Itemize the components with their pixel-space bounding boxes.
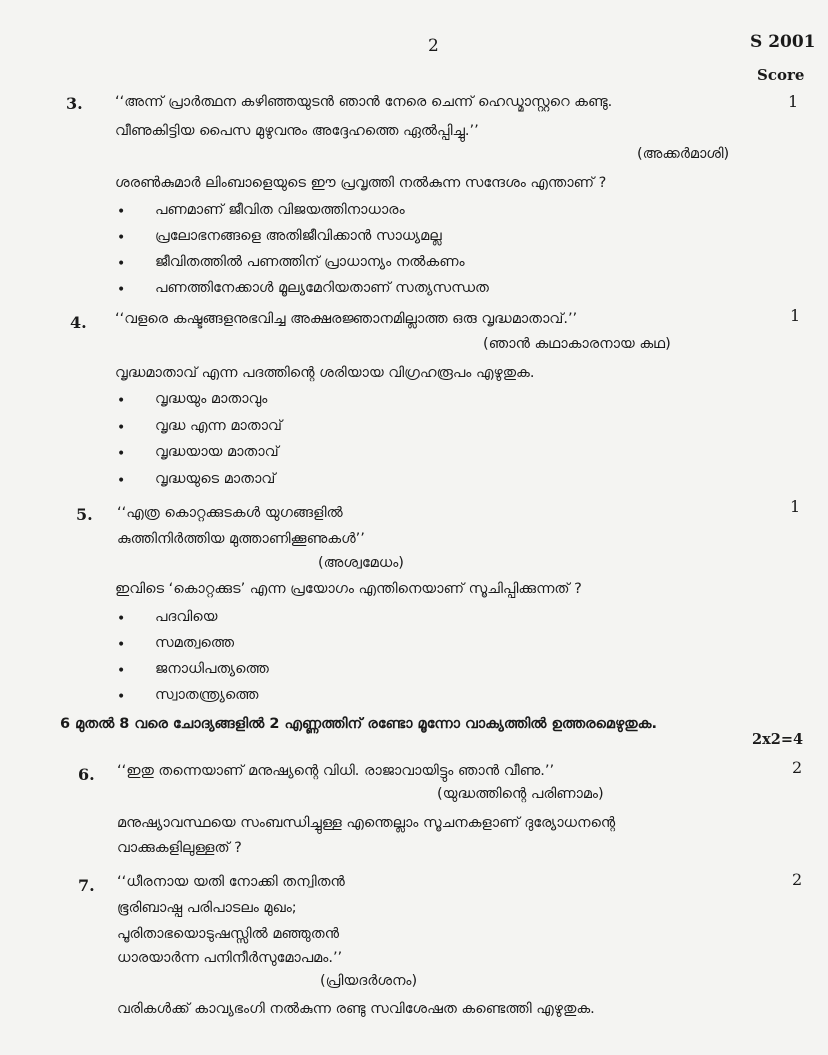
option: വൃദ്ധയുടെ മാതാവ് xyxy=(155,471,276,487)
verse-line: പൂരിതാഭയൊടുഷസ്സിൽ മഞ്ഞുതൻ xyxy=(117,926,339,942)
option: സ്വാതന്ത്ര്യത്തെ xyxy=(155,687,259,703)
option: വൃദ്ധയായ മാതാവ് xyxy=(155,444,279,460)
question-number: 4. xyxy=(70,313,87,332)
bullet: • xyxy=(117,637,126,653)
bullet: • xyxy=(117,230,126,246)
option: ജീവിതത്തിൽ പണത്തിന് പ്രാധാന്യം നൽകണം xyxy=(155,254,465,270)
option: സമത്വത്തെ xyxy=(155,635,235,651)
section-instruction: 6 മുതൽ 8 വരെ ചോദ്യങ്ങളിൽ 2 എണ്ണത്തിന് രണ്ടോ മൂന്നോ വാക്യത്തിൽ ഉത്തരമെഴുതുക. xyxy=(60,716,657,732)
question-text: വൃദ്ധമാതാവ് എന്ന പദത്തിന്റെ ശരിയായ വിഗ്രഹരൂപം എഴുതുക. xyxy=(115,365,535,381)
score-label: Score xyxy=(757,66,805,84)
question-number: 7. xyxy=(78,876,95,895)
quote-line: വീണുകിട്ടിയ പൈസ മുഴുവനും അദ്ദേഹത്തെ ഏൽപ്പിച്ചു.’’ xyxy=(115,123,479,139)
bullet: • xyxy=(117,446,126,462)
verse-line: ധാരയാർന്ന പനിനീർസുമോപമം.’’ xyxy=(117,950,343,966)
bullet: • xyxy=(117,256,126,272)
bullet: • xyxy=(117,393,126,409)
option: പണത്തിനേക്കാൾ മൂല്യമേറിയതാണ് സത്യസന്ധത xyxy=(155,280,489,296)
option: പ്രലോഭനങ്ങളെ അതിജീവിക്കാൻ സാധ്യമല്ല xyxy=(155,228,442,244)
page-number: 2 xyxy=(428,36,439,56)
quote-line: ‘‘എത്ര കൊറ്റക്കുടകൾ യുഗങ്ങളിൽ xyxy=(117,505,343,521)
question-mark: 1 xyxy=(788,92,799,111)
verse-line: ‘‘ധീരനായ യതി നോക്കി തന്വിതൻ xyxy=(117,874,345,890)
option: ജനാധിപത്യത്തെ xyxy=(155,661,269,677)
section-marks: 2x2=4 xyxy=(752,731,804,748)
quote-line: ‘‘അന്ന് പ്രാർത്ഥന കഴിഞ്ഞയുടൻ ഞാൻ നേരെ ചെന്ന് ഹെഡ്മാസ്റ്ററെ കണ്ടു. xyxy=(115,94,613,110)
verse-line: ഭൂരിബാഷ്പ പരിപാടലം മുഖം; xyxy=(117,900,297,916)
question-mark: 1 xyxy=(790,306,801,325)
option: പദവിയെ xyxy=(155,609,218,625)
quote-line: ‘‘വളരെ കഷ്ടങ്ങളനുഭവിച്ച അക്ഷരജ്ഞാനമില്ലാത്ത ഒരു വൃദ്ധമാതാവ്.’’ xyxy=(115,311,578,327)
paper-code: S 2001 xyxy=(750,32,816,52)
option: പണമാണ് ജീവിത വിജയത്തിനാധാരം xyxy=(155,202,405,218)
question-text: ശരൺകുമാർ ലിംബാളെയുടെ ഈ പ്രവൃത്തി നൽകുന്ന സന്ദേശം എന്താണ് ? xyxy=(115,175,607,191)
quote-source: (യുദ്ധത്തിന്റെ പരിണാമം) xyxy=(437,786,604,802)
question-text: വരികൾക്ക് കാവ്യഭംഗി നൽകുന്ന രണ്ടു സവിശേഷത കണ്ടെത്തി എഴുതുക. xyxy=(117,1001,595,1017)
quote-line: കുത്തിനിർത്തിയ മുത്താണിക്കൂണുകൾ’’ xyxy=(117,531,365,547)
bullet: • xyxy=(117,473,126,489)
question-mark: 2 xyxy=(792,758,803,777)
option: വൃദ്ധ എന്ന മാതാവ് xyxy=(155,418,282,434)
question-text: മനുഷ്യാവസ്ഥയെ സംബന്ധിച്ചുള്ള എന്തെല്ലാം സൂചനകളാണ് ദുര്യോധനന്റെ xyxy=(117,815,616,831)
bullet: • xyxy=(117,282,126,298)
question-number: 3. xyxy=(66,94,83,113)
question-mark: 2 xyxy=(792,870,803,889)
quote-source: (പ്രിയദർശനം) xyxy=(320,973,418,989)
option: വൃദ്ധയും മാതാവും xyxy=(155,391,268,407)
bullet: • xyxy=(117,420,126,436)
bullet: • xyxy=(117,689,126,705)
bullet: • xyxy=(117,663,126,679)
question-text: ഇവിടെ ‘കൊറ്റക്കുട’ എന്ന പ്രയോഗം എന്തിനെയാണ് സൂചിപ്പിക്കുന്നത് ? xyxy=(115,581,582,597)
quote-source: (അശ്വമേധം) xyxy=(318,555,404,571)
quote-source: (അക്കർമാശി) xyxy=(637,146,730,162)
quote-line: ‘‘ഇതു തന്നെയാണ് മനുഷ്യന്റെ വിധി. രാജാവായിട്ടും ഞാൻ വീണു.’’ xyxy=(117,763,555,779)
bullet: • xyxy=(117,204,126,220)
question-number: 5. xyxy=(76,505,93,524)
question-text: വാക്കുകളിലുള്ളത് ? xyxy=(117,840,242,856)
bullet: • xyxy=(117,611,126,627)
quote-source: (ഞാൻ കഥാകാരനായ കഥ) xyxy=(483,336,671,352)
question-number: 6. xyxy=(78,765,95,784)
question-mark: 1 xyxy=(790,497,801,516)
